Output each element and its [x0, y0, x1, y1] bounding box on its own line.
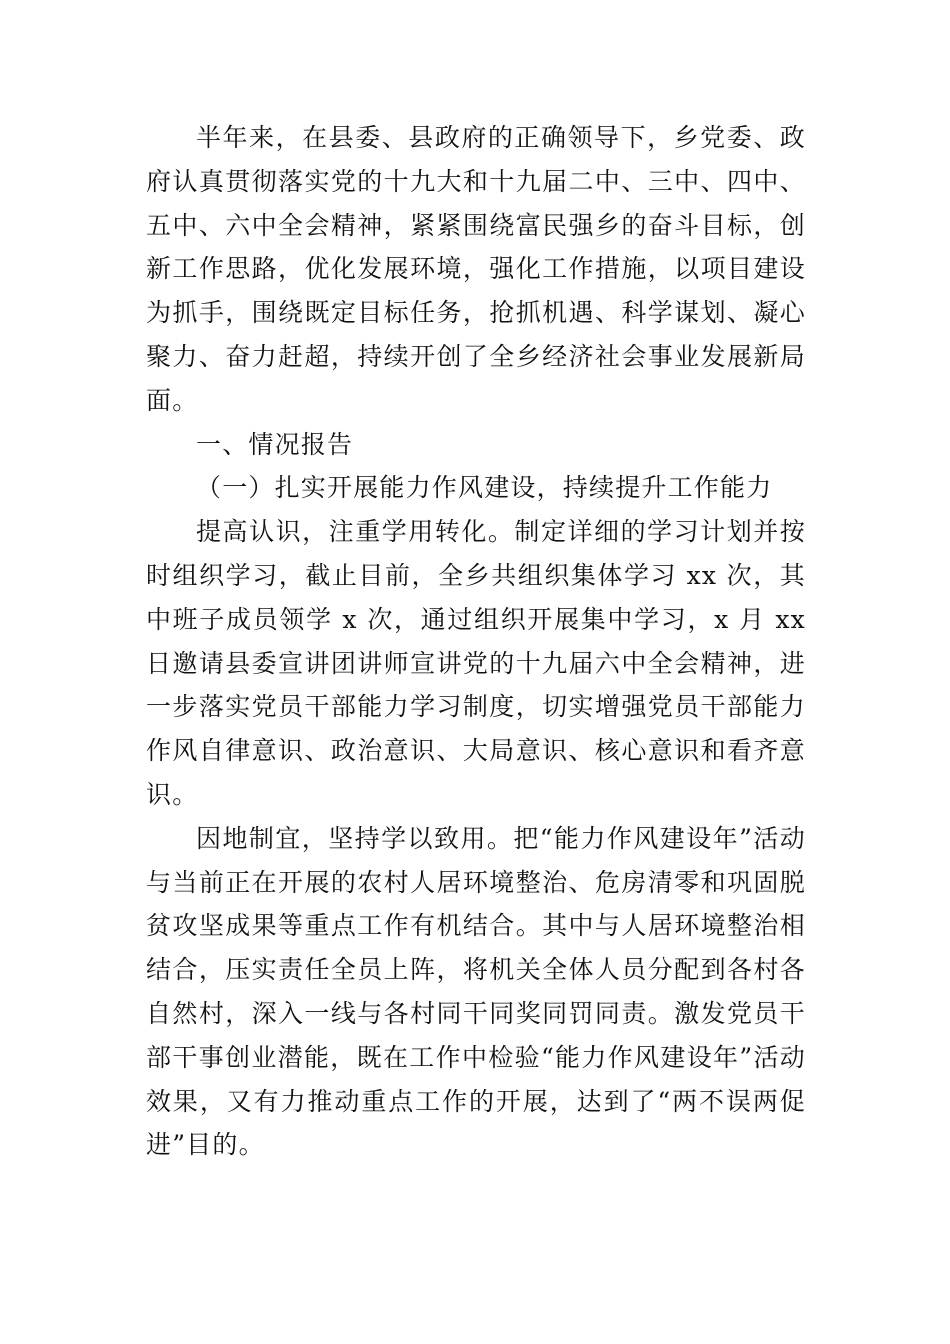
- intro-paragraph: 半年来，在县委、县政府的正确领导下，乡党委、政府认真贯彻落实党的十九大和十九届二中、三中、四中、五中、六中全会精神，紧紧围绕富民强乡的奋斗目标，创新工作思路，优化发展环境，强化工作措施，以项目建设为抓手，围绕既定目标任务，抢抓机遇、科学谋划、凝心聚力、奋力赶超，持续开创了全乡经济社会事业发展新局面。: [146, 123, 806, 415]
- document-body: [146, 116, 806, 1167]
- section-heading: 一、情况报告: [196, 429, 354, 459]
- study-paragraph: 提高认识，注重学用转化。制定详细的学习计划并按时组织学习，截止目前，全乡共组织集体学习 xx 次，其中班子成员领学 x 次，通过组织开展集中学习，x 月 xx 日邀请县委宣讲团讲师宣讲党的十九届六中全会精神，进一步落实党员干部能力学习制度，切实增强党员干部能力作风自律意识、政治意识、大局意识、核心意识和看齐意识。: [146, 517, 806, 809]
- subsection-heading: （一）扎实开展能力作风建设，持续提升工作能力: [196, 473, 773, 503]
- practice-paragraph: 因地制宜，坚持学以致用。把“能力作风建设年”活动与当前正在开展的农村人居环境整治、危房清零和巩固脱贫攻坚成果等重点工作有机结合。其中与人居环境整治相结合，压实责任全员上阵，将机关全体人员分配到各村各自然村，深入一线与各村同干同奖同罚同责。激发党员干部干事创业潜能，既在工作中检验“能力作风建设年”活动效果，又有力推动重点工作的开展，达到了“两不误两促进”目的。: [146, 823, 806, 1160]
